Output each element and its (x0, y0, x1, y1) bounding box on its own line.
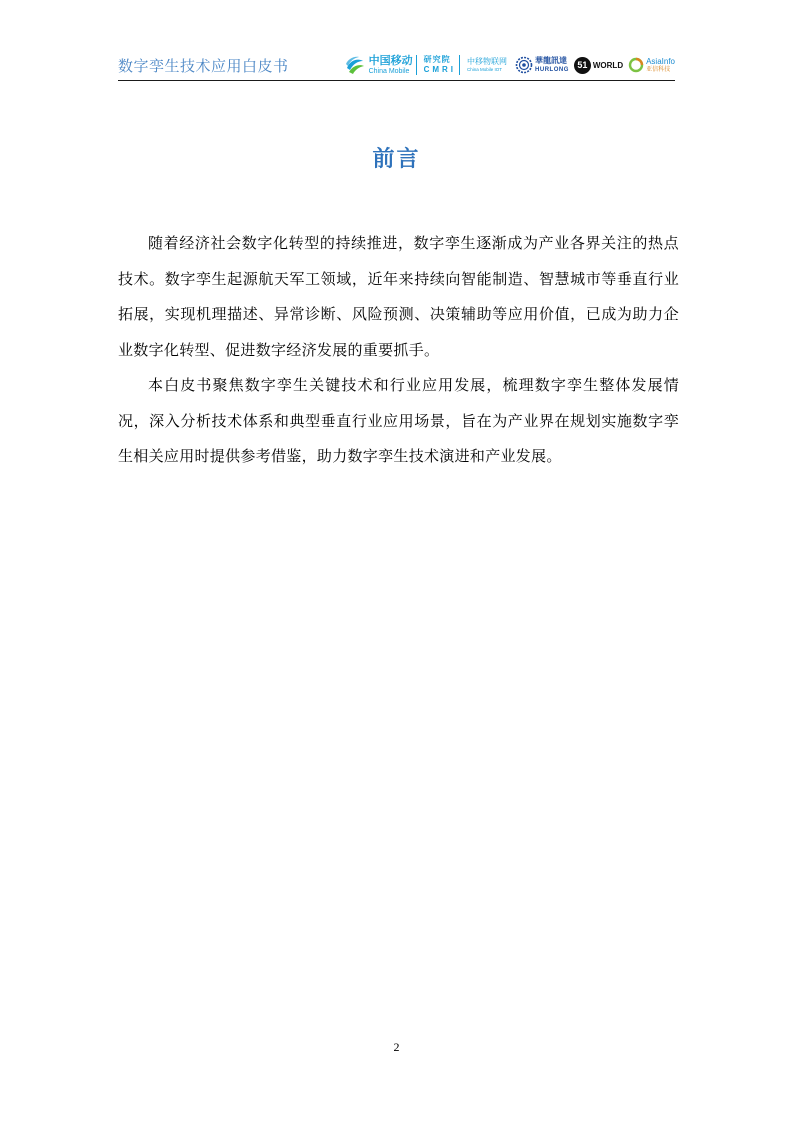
asiainfo-logo (628, 57, 675, 73)
body-text (118, 226, 679, 475)
page-number: 2 (393, 1040, 400, 1054)
logo-divider (416, 55, 417, 75)
cmri-logo (424, 56, 456, 74)
section-heading: 前言 (372, 147, 421, 172)
51world-text: WORLD (592, 60, 624, 70)
cmri-bottom-text: CMRI (423, 65, 457, 74)
paragraph: 本白皮书聚焦数字孪生关键技术和行业应用发展，梳理数字孪生整体发展情况，深入分析技术体系和典型垂直行业应用场景，旨在为产业界在规划实施数字孪生相关应用时提供参考借鉴，助力数字孪生技术演进和产业发展。 (118, 376, 679, 465)
iot-en-text: China Mobile IOT (467, 66, 503, 72)
51world-logo (574, 57, 623, 74)
china-mobile-cn-text: 中国移动 (368, 54, 413, 67)
logo-divider (459, 55, 460, 75)
hurlong-en-text: HURLONG (535, 67, 569, 73)
china-mobile-icon (344, 54, 366, 76)
china-mobile-iot-logo (467, 58, 507, 73)
paragraph: 随着经济社会数字化转型的持续推进，数字孪生逐渐成为产业各界关注的热点技术。数字孪生起源航天军工领域，近年来持续向智能制造、智慧城市等垂直行业拓展，实现机理描述、异常诊断、风险预测、决策辅助等应用价值，已成为助力企业数字化转型、促进数字经济发展的重要抓手。 (118, 234, 679, 359)
iot-cn-text: 中移物联网 (467, 56, 508, 66)
asiainfo-ring-icon (628, 57, 644, 73)
document-title: 数字孪生技术应用白皮书 (118, 57, 289, 75)
partner-logos (340, 50, 675, 80)
gear-icon (515, 56, 533, 74)
asiainfo-cn-text: 亚信科技 (646, 65, 671, 73)
51world-badge: 51 (574, 57, 591, 74)
cmri-top-text: 研究院 (423, 55, 451, 64)
hurlong-cn-text: 華龍訊達 (535, 56, 568, 65)
hurlong-logo (515, 56, 569, 74)
header-rule (118, 80, 675, 81)
china-mobile-logo (344, 54, 413, 76)
page-header (118, 50, 675, 80)
china-mobile-en-text: China Mobile (368, 68, 410, 75)
asiainfo-en-text: AsiaInfo (646, 56, 675, 66)
